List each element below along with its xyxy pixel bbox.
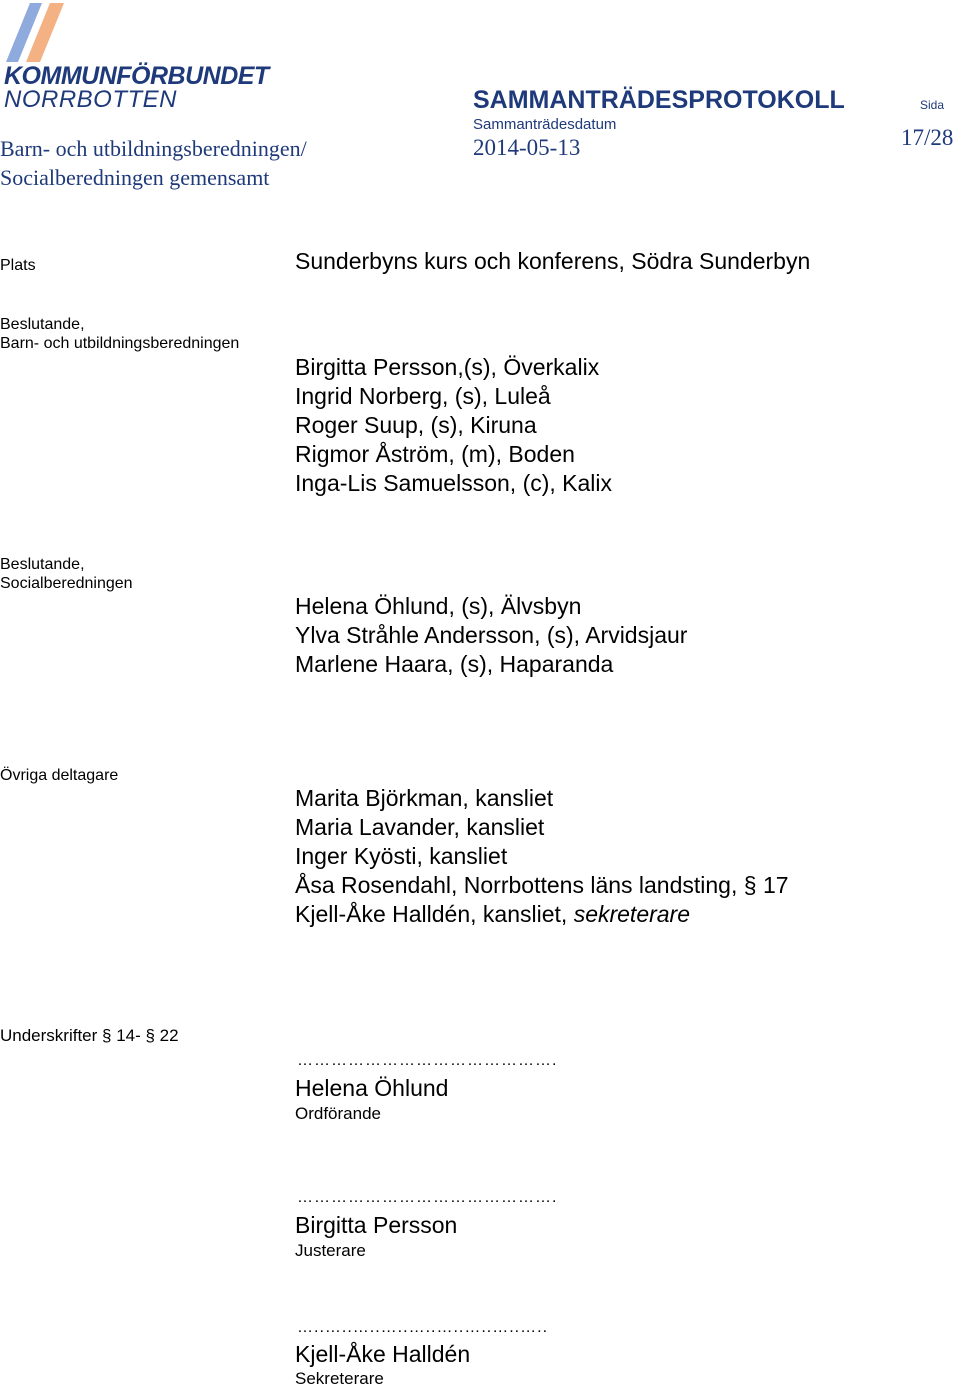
list-item: Ylva Stråhle Andersson, (s), Arvidsjaur <box>295 622 688 648</box>
logo-text-line2: NORRBOTTEN <box>4 86 177 113</box>
list-item: Inga-Lis Samuelsson, (c), Kalix <box>295 470 613 496</box>
page-number: 17/28 <box>901 125 954 150</box>
list-item: Marita Björkman, kansliet <box>295 785 554 811</box>
meeting-date-value: 2014-05-13 <box>473 135 581 160</box>
beslutande-bub-label-line2: Barn- och utbildningsberedningen <box>0 335 240 352</box>
secretary-role: sekreterare <box>573 901 691 927</box>
signer-role: Justerare <box>295 1241 366 1260</box>
beslutande-soc-label-line1: Beslutande, <box>0 556 85 573</box>
beslutande-soc-label-line2: Socialberedningen <box>0 575 133 592</box>
signature-line: …..…..…..…..…..…..…..…..….. <box>297 1319 549 1336</box>
signer-name: Kjell-Åke Halldén <box>295 1341 471 1367</box>
signer-name: Helena Öhlund <box>295 1075 449 1101</box>
signature-line: ………………………………………. <box>297 1189 558 1206</box>
secretary-name: Kjell-Åke Halldén, kansliet, <box>295 901 574 927</box>
signature-line: ………………………………………. <box>297 1052 558 1069</box>
list-item: Helena Öhlund, (s), Älvsbyn <box>295 593 582 619</box>
plats-label: Plats <box>0 257 36 274</box>
signer-role: Sekreterare <box>295 1369 384 1388</box>
organization-line-1: Barn- och utbildningsberedningen/ <box>0 136 307 161</box>
list-item: Åsa Rosendahl, Norrbottens läns landsting, § 17 <box>295 872 789 898</box>
beslutande-bub-label-line1: Beslutande, <box>0 316 85 333</box>
list-item: Inger Kyösti, kansliet <box>295 843 508 869</box>
list-item: Rigmor Åström, (m), Boden <box>295 441 575 467</box>
logo-text-line1: KOMMUNFÖRBUNDET <box>4 62 269 90</box>
list-item <box>295 900 789 929</box>
list-item: Birgitta Persson,(s), Överkalix <box>295 354 600 380</box>
underskrifter-label: Underskrifter § 14- § 22 <box>0 1026 179 1045</box>
beslutande-soc-label <box>0 555 133 593</box>
signer-role: Ordförande <box>295 1104 381 1123</box>
beslutande-soc-list <box>295 592 687 679</box>
organization-line-2: Socialberedningen gemensamt <box>0 165 270 190</box>
page-label: Sida <box>920 98 945 112</box>
list-item: Marlene Haara, (s), Haparanda <box>295 651 614 677</box>
list-item: Roger Suup, (s), Kiruna <box>295 412 537 438</box>
meeting-date-label: Sammanträdesdatum <box>473 116 617 133</box>
signer-name: Birgitta Persson <box>295 1212 458 1238</box>
document-title: SAMMANTRÄDESPROTOKOLL <box>473 86 845 114</box>
beslutande-bub-list <box>295 353 612 498</box>
plats-value: Sunderbyns kurs och konferens, Södra Sunderbyn <box>295 248 811 274</box>
list-item: Maria Lavander, kansliet <box>295 814 545 840</box>
logo-stripes-icon <box>0 0 80 66</box>
list-item: Ingrid Norberg, (s), Luleå <box>295 383 551 409</box>
beslutande-bub-label <box>0 315 239 353</box>
ovriga-list <box>295 784 789 929</box>
ovriga-label: Övriga deltagare <box>0 767 119 784</box>
